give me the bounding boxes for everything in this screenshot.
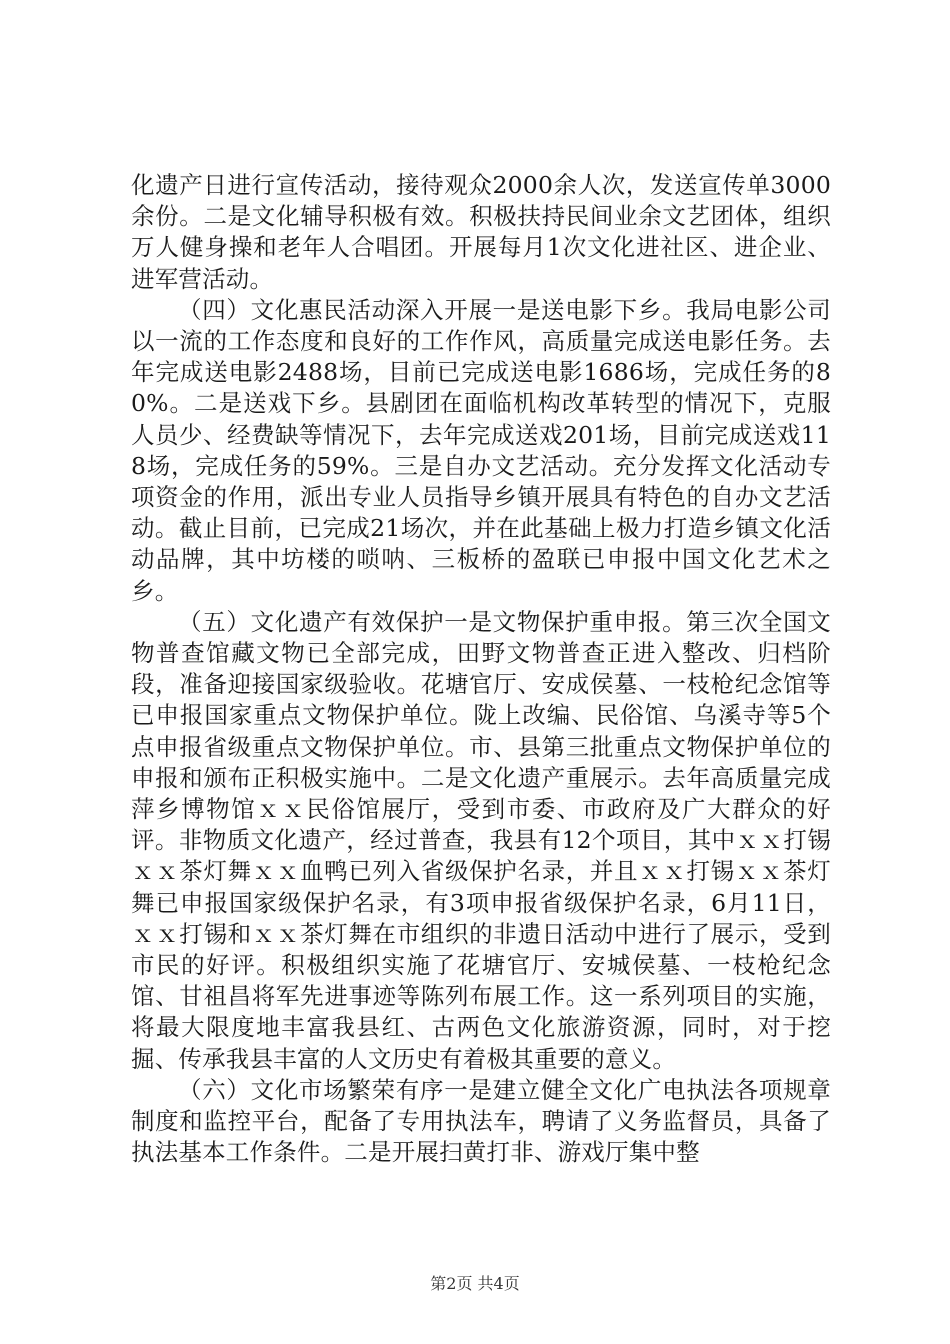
page-number-label: 第2页 共4页 xyxy=(430,1274,520,1293)
paragraph-section-5: （五）文化遗产有效保护一是文物保护重申报。第三次全国文物普查馆藏文物已全部完成，田野文物普查正进入整改、归档阶段，准备迎接国家级验收。花塘官厅、安成侯墓、一枝枪纪念馆等已申报国家重点文物保护单位。陇上改编、民俗馆、乌溪寺等5个点申报省级重点文物保护单位。市、县第三批重点文物保护单位的申报和颁布正积极实施中。二是文化遗产重展示。去年高质量完成萍乡博物馆ｘｘ民俗馆展厅，受到市委、市政府及广大群众的好评。非物质文化遗产，经过普查，我县有12个项目，其中ｘｘ打锡ｘｘ茶灯舞ｘｘ血鸭已列入省级保护名录，并且ｘｘ打锡ｘｘ茶灯舞已申报国家级保护名录，有3项申报省级保护名录，6月11日，ｘｘ打锡和ｘｘ茶灯舞在市组织的非遗日活动中进行了展示，受到市民的好评。积极组织实施了花塘官厅、安城侯墓、一枝枪纪念馆、甘祖昌将军先进事迹等陈列布展工作。这一系列项目的实施，将最大限度地丰富我县红、古两色文化旅游资源，同时，对于挖掘、传承我县丰富的人文历史有着极其重要的意义。 xyxy=(131,607,831,1073)
document-body xyxy=(131,170,831,1169)
paragraph-continuation: 化遗产日进行宣传活动，接待观众2000余人次，发送宣传单3000余份。二是文化辅导积极有效。积极扶持民间业余文艺团体，组织万人健身操和老年人合唱团。开展每月1次文化进社区、进企业、进军营活动。 xyxy=(131,171,831,293)
paragraph-section-6: （六）文化市场繁荣有序一是建立健全文化广电执法各项规章制度和监控平台，配备了专用执法车，聘请了义务监督员，具备了执法基本工作条件。二是开展扫黄打非、游戏厅集中整 xyxy=(131,1075,831,1167)
paragraph-section-4: （四）文化惠民活动深入开展一是送电影下乡。我局电影公司以一流的工作态度和良好的工作作风，高质量完成送电影任务。去年完成送电影2488场，目前已完成送电影1686场，完成任务的80%。二是送戏下乡。县剧团在面临机构改革转型的情况下，克服人员少、经费缺等情况下，去年完成送戏201场，目前完成送戏118场，完成任务的59%。三是自办文艺活动。充分发挥文化活动专项资金的作用，派出专业人员指导乡镇开展具有特色的自办文艺活动。截止目前，已完成21场次，并在此基础上极力打造乡镇文化活动品牌，其中坊楼的唢呐、三板桥的盈联已申报中国文化艺术之乡。 xyxy=(131,295,831,605)
page-footer xyxy=(0,1271,950,1294)
